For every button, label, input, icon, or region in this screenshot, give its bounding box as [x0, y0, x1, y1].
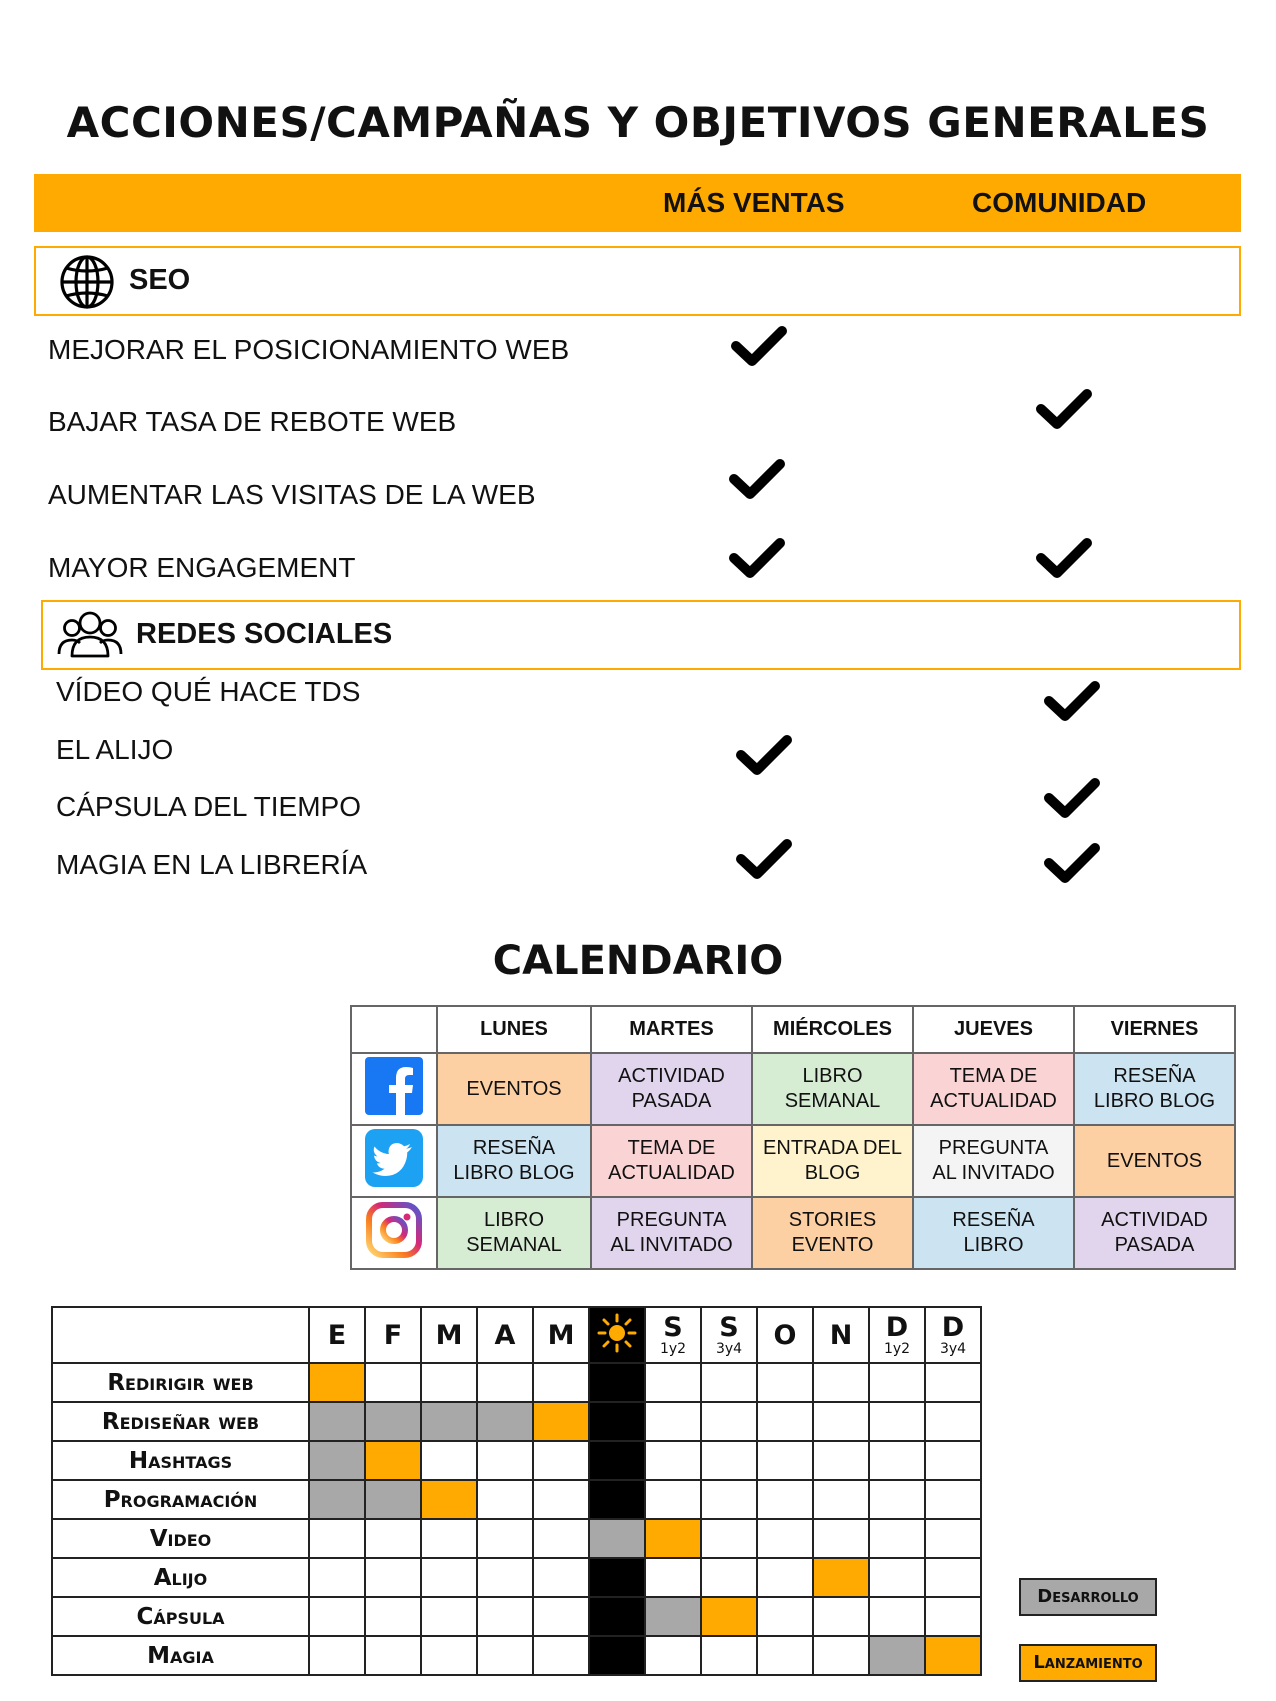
gantt-cell — [869, 1363, 925, 1402]
gantt-corner — [52, 1307, 309, 1363]
gantt-cell — [869, 1519, 925, 1558]
users-icon — [57, 608, 123, 662]
gantt-cell — [757, 1402, 813, 1441]
gantt-cell — [421, 1441, 477, 1480]
gantt-cell — [365, 1402, 421, 1441]
gantt-cell — [421, 1480, 477, 1519]
gantt-cell — [925, 1441, 981, 1480]
check-icon — [733, 730, 795, 780]
cell-line: PASADA — [1114, 1234, 1195, 1256]
seo-row-label: AUMENTAR LAS VISITAS DE LA WEB — [48, 479, 536, 510]
cell-line: LIBRO BLOG — [453, 1162, 575, 1184]
gantt-cell — [477, 1441, 533, 1480]
cell-line: AL INVITADO — [932, 1162, 1055, 1184]
gantt-cell — [701, 1519, 757, 1558]
check-icon — [1033, 533, 1095, 583]
gantt-cell — [533, 1441, 589, 1480]
month-letter: D — [941, 1312, 965, 1343]
cell-line: AL INVITADO — [610, 1234, 733, 1256]
gantt-cell — [309, 1597, 365, 1636]
gantt-cell — [645, 1363, 701, 1402]
check-icon — [726, 533, 788, 583]
gantt-cell — [365, 1480, 421, 1519]
summer-header — [589, 1307, 645, 1363]
gantt-cell — [365, 1363, 421, 1402]
gantt-cell — [701, 1636, 757, 1675]
gantt-cell — [925, 1480, 981, 1519]
day-header: VIERNES — [1074, 1006, 1235, 1053]
gantt-cell — [421, 1597, 477, 1636]
gantt-cell — [533, 1363, 589, 1402]
month-letter: S — [719, 1312, 739, 1343]
month-header — [701, 1307, 757, 1363]
cell-line: LIBRO — [802, 1065, 863, 1087]
gantt-cell — [365, 1519, 421, 1558]
gantt-cell — [701, 1441, 757, 1480]
gantt-cell — [869, 1441, 925, 1480]
check-icon — [1041, 838, 1103, 888]
calendar-cell — [591, 1125, 752, 1197]
gantt-task-label: Programación — [52, 1480, 309, 1519]
globe-icon — [57, 254, 117, 310]
gantt-cell — [757, 1597, 813, 1636]
gantt-cell — [645, 1402, 701, 1441]
instagram-icon — [365, 1201, 423, 1259]
gantt-cell — [813, 1363, 869, 1402]
check-icon — [1041, 773, 1103, 823]
gantt-cell — [533, 1519, 589, 1558]
cell-line: SEMANAL — [784, 1090, 881, 1112]
gantt-cell — [589, 1363, 645, 1402]
gantt-cell — [533, 1597, 589, 1636]
month-letter: S — [663, 1312, 683, 1343]
calendar-cell — [437, 1053, 591, 1125]
cell-line: LIBRO BLOG — [1093, 1090, 1216, 1112]
gantt-row — [52, 1402, 981, 1441]
gantt-cell — [757, 1519, 813, 1558]
gantt-cell — [589, 1441, 645, 1480]
gantt-cell — [813, 1558, 869, 1597]
gantt-cell — [589, 1597, 645, 1636]
seo-section-header — [34, 246, 1241, 316]
day-header: JUEVES — [913, 1006, 1074, 1053]
gantt-cell — [645, 1441, 701, 1480]
social-row-label: MAGIA EN LA LIBRERÍA — [56, 849, 368, 880]
social-section-label: REDES SOCIALES — [136, 618, 393, 650]
check-icon — [726, 454, 788, 504]
gantt-cell — [757, 1363, 813, 1402]
gantt-task-label: Hashtags — [52, 1441, 309, 1480]
calendar-cell — [913, 1197, 1074, 1269]
gantt-cell — [589, 1519, 645, 1558]
cell-line: LIBRO — [483, 1209, 545, 1231]
gantt-cell — [477, 1597, 533, 1636]
gantt-cell — [925, 1636, 981, 1675]
gantt-cell — [309, 1441, 365, 1480]
gantt-task-label: Video — [52, 1519, 309, 1558]
gantt-cell — [925, 1558, 981, 1597]
month-letter: D — [885, 1312, 909, 1343]
cell-line: ACTIVIDAD — [618, 1065, 725, 1087]
calendar-cell — [1074, 1125, 1235, 1197]
gantt-chart — [51, 1306, 982, 1676]
gantt-row — [52, 1480, 981, 1519]
day-header: LUNES — [437, 1006, 591, 1053]
gantt-cell — [757, 1558, 813, 1597]
seo-section-label: SEO — [129, 264, 191, 296]
gantt-row — [52, 1519, 981, 1558]
calendar-cell — [752, 1053, 913, 1125]
gantt-cell — [813, 1480, 869, 1519]
calendar-cell — [591, 1053, 752, 1125]
cell-line: RESEÑA — [1113, 1065, 1196, 1087]
cell-line: ACTIVIDAD — [1101, 1209, 1208, 1231]
twitter-icon — [365, 1129, 423, 1187]
gantt-cell — [925, 1597, 981, 1636]
month-header — [925, 1307, 981, 1363]
gantt-cell — [757, 1441, 813, 1480]
gantt-row — [52, 1558, 981, 1597]
gantt-cell — [757, 1636, 813, 1675]
cell-line: RESEÑA — [952, 1209, 1035, 1231]
weekly-calendar — [350, 1005, 1236, 1270]
calendar-cell — [913, 1053, 1074, 1125]
column-header-comunidad: COMUNIDAD — [972, 187, 1147, 218]
month-header — [309, 1307, 365, 1363]
month-header — [421, 1307, 477, 1363]
month-header — [645, 1307, 701, 1363]
gantt-cell — [589, 1402, 645, 1441]
gantt-cell — [309, 1402, 365, 1441]
gantt-cell — [645, 1636, 701, 1675]
gantt-cell — [365, 1597, 421, 1636]
cell-line: STORIES — [788, 1209, 877, 1231]
gantt-cell — [533, 1558, 589, 1597]
gantt-cell — [477, 1363, 533, 1402]
cell-line: EVENTOS — [1106, 1149, 1203, 1172]
gantt-cell — [645, 1519, 701, 1558]
gantt-cell — [757, 1480, 813, 1519]
seo-row-label: BAJAR TASA DE REBOTE WEB — [48, 406, 457, 437]
cell-line: LIBRO — [963, 1234, 1024, 1256]
gantt-cell — [365, 1636, 421, 1675]
gantt-cell — [701, 1363, 757, 1402]
facebook-icon — [365, 1057, 423, 1115]
cell-line: EVENTO — [791, 1234, 874, 1256]
cell-line: EVENTOS — [466, 1077, 562, 1100]
calendar-title: CALENDARIO — [492, 938, 784, 984]
gantt-cell — [533, 1480, 589, 1519]
day-header: MIÉRCOLES — [752, 1006, 913, 1053]
gantt-cell — [309, 1636, 365, 1675]
month-header — [533, 1307, 589, 1363]
month-header — [477, 1307, 533, 1363]
twitter-row-icon — [351, 1125, 437, 1197]
gantt-cell — [477, 1636, 533, 1675]
cell-line: RESEÑA — [472, 1137, 556, 1159]
month-letter: A — [494, 1319, 516, 1351]
calendar-corner — [351, 1006, 437, 1053]
gantt-cell — [925, 1402, 981, 1441]
calendar-cell — [913, 1125, 1074, 1197]
cell-line: TEMA DE — [949, 1065, 1038, 1087]
month-sub: 1y2 — [659, 1341, 687, 1357]
gantt-cell — [813, 1519, 869, 1558]
gantt-task-label: Magia — [52, 1636, 309, 1675]
column-header-ventas: MÁS VENTAS — [663, 187, 845, 218]
month-sub: 1y2 — [883, 1341, 911, 1357]
gantt-cell — [421, 1363, 477, 1402]
gantt-row — [52, 1636, 981, 1675]
gantt-cell — [589, 1558, 645, 1597]
gantt-cell — [813, 1441, 869, 1480]
gantt-cell — [925, 1519, 981, 1558]
gantt-cell — [869, 1636, 925, 1675]
check-icon — [728, 321, 790, 371]
calendar-cell — [591, 1197, 752, 1269]
gantt-cell — [701, 1597, 757, 1636]
month-letter: E — [327, 1319, 347, 1351]
gantt-cell — [309, 1558, 365, 1597]
gantt-cell — [645, 1597, 701, 1636]
gantt-cell — [309, 1519, 365, 1558]
seo-row-label: MEJORAR EL POSICIONAMIENTO WEB — [48, 334, 570, 365]
gantt-task-label: Alijo — [52, 1558, 309, 1597]
calendar-cell — [1074, 1197, 1235, 1269]
gantt-task-label: Cápsula — [52, 1597, 309, 1636]
gantt-cell — [533, 1636, 589, 1675]
gantt-cell — [813, 1597, 869, 1636]
month-sub: 3y4 — [715, 1341, 743, 1357]
month-header — [365, 1307, 421, 1363]
gantt-cell — [925, 1363, 981, 1402]
cell-line: PREGUNTA — [938, 1137, 1049, 1159]
gantt-cell — [477, 1558, 533, 1597]
month-header — [757, 1307, 813, 1363]
gantt-cell — [813, 1636, 869, 1675]
calendar-cell — [437, 1197, 591, 1269]
gantt-cell — [477, 1480, 533, 1519]
seo-row-label: MAYOR ENGAGEMENT — [48, 552, 356, 583]
gantt-cell — [869, 1480, 925, 1519]
gantt-cell — [421, 1636, 477, 1675]
calendar-cell — [752, 1197, 913, 1269]
month-header — [813, 1307, 869, 1363]
gantt-cell — [701, 1480, 757, 1519]
gantt-cell — [533, 1402, 589, 1441]
gantt-cell — [813, 1402, 869, 1441]
month-letter: O — [773, 1319, 797, 1351]
cell-line: PASADA — [631, 1090, 712, 1112]
social-row-label: VÍDEO QUÉ HACE TDS — [56, 676, 361, 707]
month-header — [869, 1307, 925, 1363]
month-letter: M — [435, 1319, 463, 1351]
gantt-task-label: Rediseñar web — [52, 1402, 309, 1441]
instagram-row-icon — [351, 1197, 437, 1269]
month-letter: N — [829, 1319, 853, 1351]
month-letter: F — [383, 1319, 403, 1351]
legend-lanzamiento: Lanzamiento — [1019, 1644, 1157, 1682]
gantt-cell — [701, 1402, 757, 1441]
check-icon — [733, 834, 795, 884]
social-row-label: EL ALIJO — [56, 734, 174, 765]
month-sub: 3y4 — [939, 1341, 967, 1357]
gantt-row — [52, 1363, 981, 1402]
cell-line: BLOG — [804, 1162, 861, 1184]
calendar-cell — [1074, 1053, 1235, 1125]
gantt-cell — [869, 1597, 925, 1636]
gantt-cell — [589, 1636, 645, 1675]
month-letter: M — [547, 1319, 575, 1351]
sun-icon — [597, 1313, 637, 1353]
cell-line: PREGUNTA — [616, 1209, 727, 1231]
gantt-cell — [477, 1519, 533, 1558]
legend-desarrollo: Desarrollo — [1019, 1578, 1157, 1616]
gantt-cell — [645, 1480, 701, 1519]
cell-line: ENTRADA DEL — [763, 1137, 902, 1159]
gantt-cell — [869, 1558, 925, 1597]
gantt-cell — [365, 1558, 421, 1597]
gantt-cell — [421, 1558, 477, 1597]
calendar-cell — [752, 1125, 913, 1197]
page-title: ACCIONES/CAMPAÑAS Y OBJETIVOS GENERALES — [66, 98, 1210, 147]
check-icon — [1033, 384, 1095, 434]
gantt-cell — [309, 1363, 365, 1402]
gantt-cell — [477, 1402, 533, 1441]
gantt-cell — [365, 1441, 421, 1480]
gantt-row — [52, 1597, 981, 1636]
facebook-row-icon — [351, 1053, 437, 1125]
gantt-cell — [869, 1402, 925, 1441]
cell-line: ACTUALIDAD — [930, 1090, 1057, 1112]
gantt-row — [52, 1441, 981, 1480]
gantt-cell — [421, 1519, 477, 1558]
gantt-cell — [645, 1558, 701, 1597]
gantt-cell — [701, 1558, 757, 1597]
calendar-cell — [437, 1125, 591, 1197]
check-icon — [1041, 676, 1103, 726]
cell-line: TEMA DE — [627, 1137, 716, 1159]
gantt-cell — [421, 1402, 477, 1441]
day-header: MARTES — [591, 1006, 752, 1053]
gantt-cell — [589, 1480, 645, 1519]
social-row-label: CÁPSULA DEL TIEMPO — [56, 791, 361, 822]
gantt-cell — [309, 1480, 365, 1519]
gantt-task-label: Redirigir web — [52, 1363, 309, 1402]
cell-line: SEMANAL — [466, 1234, 562, 1256]
cell-line: ACTUALIDAD — [608, 1162, 735, 1184]
